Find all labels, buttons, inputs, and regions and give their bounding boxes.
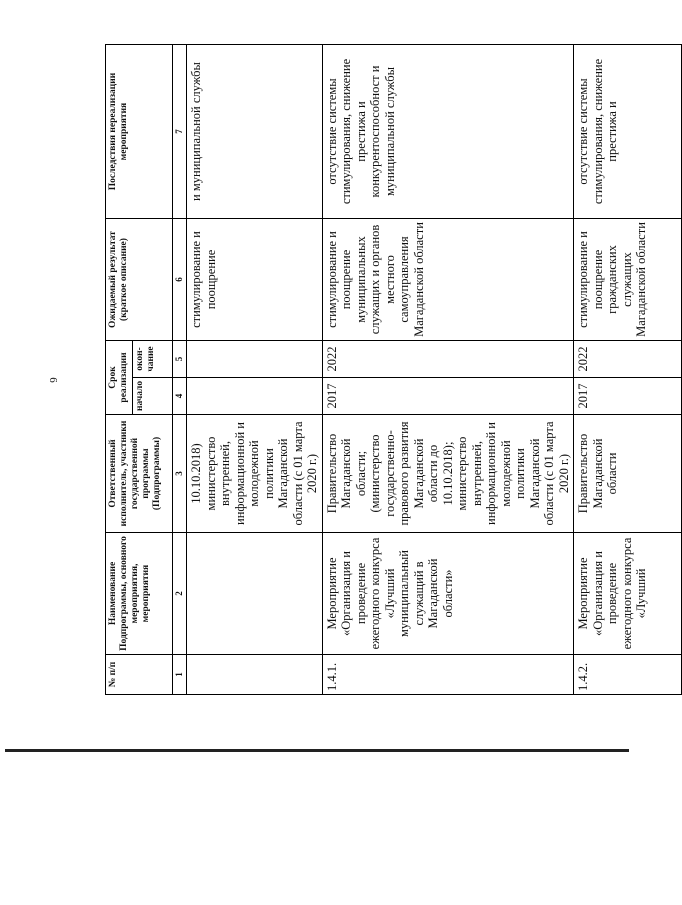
table-row bbox=[187, 45, 323, 695]
row-executor: Правительство Магаданской области bbox=[574, 415, 682, 533]
row-name: Мероприятие «Организация и проведение ежегодного конкурса «Лучший муниципальный служащий в Магаданской области» bbox=[322, 533, 574, 655]
col-number-3: 3 bbox=[173, 415, 187, 533]
page-divider-line bbox=[5, 749, 629, 752]
header-end: окон-чание bbox=[133, 341, 173, 378]
table-row bbox=[322, 45, 574, 695]
row-start bbox=[187, 378, 323, 415]
header-name: Наименование Подпрограммы, основного мероприятия, мероприятия bbox=[106, 533, 173, 655]
col-number-6: 6 bbox=[173, 219, 187, 341]
row-result: стимулирование и поощрение bbox=[187, 219, 323, 341]
header-start: начало bbox=[133, 378, 173, 415]
program-activities-table bbox=[105, 44, 682, 695]
row-end bbox=[187, 341, 323, 378]
col-number-2: 2 bbox=[173, 533, 187, 655]
header-result: Ожидаемый результат (краткое описание) bbox=[106, 219, 173, 341]
row-consequence: отсутствие системы стимулирования, снижение престижа и bbox=[574, 45, 682, 219]
row-executor: Правительство Магаданской области; (министерство государственно-правового развития Магаданской области до 10.10.2018); министерство внутренней, информационной и молодежной политики Магаданской области (с 01 марта 2020 г.) bbox=[322, 415, 574, 533]
rotated-table-container bbox=[105, 45, 648, 695]
col-number-4: 4 bbox=[173, 378, 187, 415]
header-consequence: Последствия нереализации мероприятия bbox=[106, 45, 173, 219]
header-executor: Ответственный исполнитель, участники государственной программы (Подпрограммы) bbox=[106, 415, 173, 533]
col-number-5: 5 bbox=[173, 341, 187, 378]
row-executor: 10.10.2018) министерство внутренней, информационной и молодежной политики Магаданской области (с 01 марта 2020 г.) bbox=[187, 415, 323, 533]
row-result: стимулирование и поощрение гражданских служащих Магаданской области bbox=[574, 219, 682, 341]
row-name bbox=[187, 533, 323, 655]
row-num: 1.4.1. bbox=[322, 655, 574, 695]
table-row bbox=[574, 45, 682, 695]
row-consequence: отсутствие системы стимулирования, снижение престижа и конкурентоспособност и муниципальной службы bbox=[322, 45, 574, 219]
row-name: Мероприятие «Организация и проведение ежегодного конкурса «Лучший bbox=[574, 533, 682, 655]
row-end: 2022 bbox=[322, 341, 574, 378]
header-num: № п/п bbox=[106, 655, 173, 695]
row-end: 2022 bbox=[574, 341, 682, 378]
col-number-7: 7 bbox=[173, 45, 187, 219]
row-result: стимулирование и поощрение муниципальных служащих и органов местного самоуправления Магаданской области bbox=[322, 219, 574, 341]
row-num: 1.4.2. bbox=[574, 655, 682, 695]
page-number: 6 bbox=[46, 377, 59, 383]
col-number-1: 1 bbox=[173, 655, 187, 695]
row-start: 2017 bbox=[574, 378, 682, 415]
header-term: Срок реализации bbox=[106, 341, 133, 415]
row-start: 2017 bbox=[322, 378, 574, 415]
row-consequence: и муниципальной службы bbox=[187, 45, 323, 219]
row-num bbox=[187, 655, 323, 695]
